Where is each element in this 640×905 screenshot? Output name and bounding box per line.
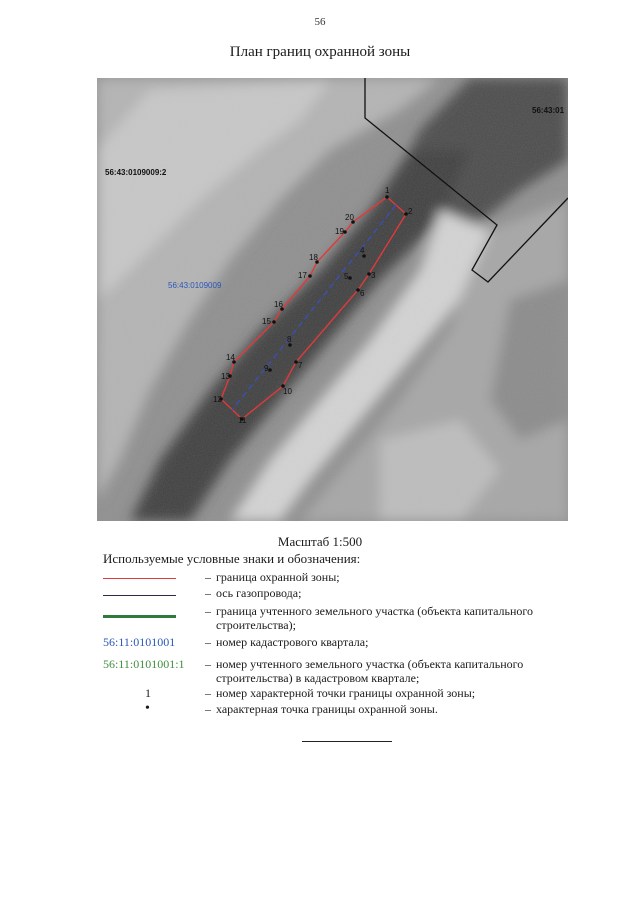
boundary-point-label: 9 [264, 364, 269, 373]
legend-symbol-parcel-number: 56:11:0101001:1 [103, 657, 185, 671]
map-scale: Масштаб 1:500 [277, 534, 363, 549]
boundary-point-label: 19 [335, 227, 344, 236]
legend-desc: ось газопровода; [216, 586, 302, 600]
legend-symbol-quarter-number: 56:11:0101001 [103, 635, 176, 649]
legend-dash: – [205, 686, 211, 700]
footer-rule [302, 741, 392, 742]
legend-dash: – [205, 635, 211, 649]
legend-symbol-gas-axis [103, 595, 176, 596]
boundary-point-label: 8 [287, 335, 292, 344]
boundary-point-label: 15 [262, 317, 271, 326]
legend-title: Используемые условные знаки и обозначения: [103, 551, 361, 566]
boundary-point-label: 6 [360, 289, 365, 298]
boundary-point-label: 12 [213, 395, 222, 404]
boundary-point-label: 13 [221, 372, 230, 381]
boundary-point-label: 11 [238, 416, 247, 425]
boundary-point-1 [385, 195, 389, 199]
legend-desc: номер кадастрового квартала; [216, 635, 369, 649]
boundary-point-9 [268, 368, 272, 372]
legend-dash: – [205, 570, 211, 584]
boundary-point-label: 5 [344, 272, 349, 281]
parcel-label-left: 56:43:0109009:2 [105, 168, 167, 177]
legend-dash: – [205, 657, 211, 671]
boundary-point-5 [348, 276, 352, 280]
legend-symbol-point-number: 1 [145, 686, 151, 700]
quarter-label: 56:43:0109009 [168, 281, 222, 290]
boundary-point-label: 10 [283, 387, 292, 396]
legend-symbol-parcel-border [103, 615, 176, 618]
legend-symbol-point-mark: • [145, 701, 150, 716]
boundary-point-label: 4 [360, 246, 365, 255]
boundary-point-label: 7 [298, 361, 303, 370]
map-view[interactable] [97, 78, 568, 521]
boundary-point-label: 14 [226, 353, 235, 362]
legend-desc: характерная точка границы охранной зоны. [216, 702, 438, 716]
map-svg [97, 78, 568, 521]
legend-desc: номер характерной точки границы охранной зоны; [216, 686, 476, 700]
boundary-point-label: 3 [371, 271, 376, 280]
boundary-point-label: 18 [309, 253, 318, 262]
legend-symbol-zone-border [103, 578, 176, 579]
boundary-point-label: 17 [298, 271, 307, 280]
boundary-point-15 [272, 320, 276, 324]
legend-dash: – [205, 604, 211, 618]
legend-desc: номер учтенного земельного участка (объекта капитального строительства) в кадастровом квартале; [216, 657, 524, 685]
legend-dash: – [205, 702, 211, 716]
plan-title: План границ охранной зоны [229, 44, 411, 60]
boundary-point-17 [308, 274, 312, 278]
boundary-point-label: 20 [345, 213, 354, 222]
legend-desc: граница охранной зоны; [216, 570, 340, 584]
boundary-point-label: 1 [385, 186, 390, 195]
boundary-point-label: 16 [274, 300, 283, 309]
boundary-point-label: 2 [408, 207, 413, 216]
imagery-grain [97, 78, 568, 521]
page-number: 56 [314, 16, 326, 28]
parcel-label-right: 56:43:01 [532, 106, 565, 115]
legend-desc: граница учтенного земельного участка (объекта капитального строительства); [216, 604, 534, 632]
legend-dash: – [205, 586, 211, 600]
